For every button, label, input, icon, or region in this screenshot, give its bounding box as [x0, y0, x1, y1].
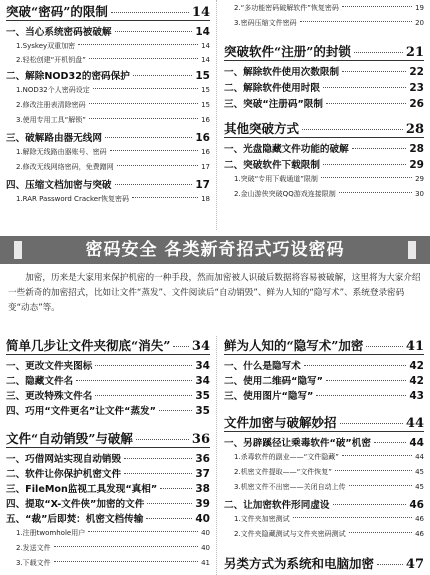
- toc-subsection: 二、解除NOD32的密码保护 15: [6, 70, 210, 82]
- toc-item: 1.Syskey双重加密 14: [16, 42, 210, 50]
- toc-bottom-right: [224, 336, 424, 575]
- toc-item: 3.密码压缩文件密码 20: [234, 19, 424, 27]
- chapter-intro: 加密，历来是大家用来保护机密的一种手段，然而加密被人识破后数据将容易被破解，这里将为大家介绍一些新奇的加密招式，比如让文件“蒸发”、文件阅读后“自动销毁”、鲜为人知的“隐写术”、系统登录密码变“动态”等。: [8, 273, 421, 313]
- toc-subsection: 三、破解路由器无线网 16: [6, 132, 210, 144]
- toc-subsection: 二、软件让你保护机密文件 37: [6, 468, 210, 480]
- toc-item: 3.下载文件 41: [16, 559, 210, 567]
- section-rule: [6, 354, 210, 355]
- toc-item: 2.发送文件 40: [16, 544, 210, 552]
- toc-subsection: 一、光盘隐藏文件功能的破解 28: [224, 143, 424, 155]
- toc-item: 2.修改注册表清除密码 15: [16, 101, 210, 109]
- toc-subsection: 二、让加密软件形同虚设 46: [224, 499, 424, 511]
- toc-section-heading: 文件加密与破解妙招 44: [224, 415, 424, 431]
- toc-subsection: 二、使用二维码“隐写” 42: [224, 375, 424, 387]
- toc-section-heading: 其他突破方式 28: [224, 121, 424, 137]
- toc-subsection: 一、当心系统密码被破解 14: [6, 26, 210, 38]
- toc-subsection: 三、使用图片“隐写” 43: [224, 390, 424, 402]
- section-rule: [224, 137, 424, 138]
- toc-section-heading: 突破“密码”的限制 14: [6, 4, 210, 20]
- toc-subsection: 五、“裁”后即焚：机密文档传输 40: [6, 513, 210, 525]
- toc-item: 2.修改无线网络密码，免费蹭网 17: [16, 163, 210, 171]
- column-divider: [216, 336, 217, 575]
- toc-item: 3.使用专用工具“解锁” 16: [16, 116, 210, 124]
- toc-item: 2.文件夹隐藏测试与文件夹密码测试 46: [234, 530, 424, 538]
- chapter-title: 密码安全 各类新奇招式巧设密码: [85, 240, 345, 260]
- toc-section-heading: 鲜为人知的“隐写术”加密 41: [224, 338, 424, 354]
- toc-top-left: [6, 0, 210, 230]
- toc-section-heading: 另类方式为系统和电脑加密 47: [224, 556, 424, 572]
- toc-item: 2.机密文件提取——“文件恢复” 45: [234, 468, 424, 476]
- toc-subsection: 一、什么是隐写术 42: [224, 360, 424, 372]
- toc-item: 1.突破“专用下载通道”限制 29: [234, 175, 424, 183]
- toc-subsection: 四、压缩文档加密与突破 17: [6, 179, 210, 191]
- toc-item: 3.机密文件不出密——关闭自动上传 45: [234, 483, 424, 491]
- section-rule: [224, 354, 424, 355]
- toc-subsection: 二、解除软件使用时限 23: [224, 82, 424, 94]
- toc-subsection: 一、解除软件使用次数限制 22: [224, 66, 424, 78]
- column-divider: [216, 0, 217, 230]
- toc-item: 1.注册twomhole用户 40: [16, 529, 210, 537]
- section-rule: [6, 447, 210, 448]
- toc-subsection: 三、突破“注册码”限制 26: [224, 98, 424, 110]
- toc-item: 1.文件夹加密测试 46: [234, 515, 424, 523]
- toc-subsection: 二、隐藏文件名 34: [6, 375, 210, 387]
- toc-item: 2.轻松创建“开机钥盘” 14: [16, 56, 210, 64]
- toc-item: 1.RAR Password Cracker恢复密码 18: [16, 195, 210, 203]
- toc-bottom-left: [6, 336, 210, 575]
- toc-subsection: 四、巧用“文件更名”让文件“蒸发” 35: [6, 405, 210, 417]
- toc-section-heading: 文件“自动销毁”与破解 36: [6, 431, 210, 447]
- toc-subsection: 四、提取“X-文件侠”加密的文件 39: [6, 498, 210, 510]
- toc-subsection: 三、更改特殊文件名 35: [6, 390, 210, 402]
- section-rule: [224, 431, 424, 432]
- toc-subsection: 一、另辟蹊径让乘毒软件“破”机密 44: [224, 437, 424, 449]
- toc-item: 1.杀毒软件的副业——“文件隐藏” 44: [234, 453, 424, 461]
- toc-section-heading: 简单几步让文件夹彻底“消失” 34: [6, 338, 210, 354]
- toc-subsection: 二、突破软件下载限制 29: [224, 159, 424, 171]
- toc-item: 2.金山游侠突破QQ游戏连接限制 30: [234, 190, 424, 198]
- section-rule: [6, 20, 210, 21]
- toc-item: 2.“多功能密码破解软件”恢复密码 19: [234, 4, 424, 12]
- toc-subsection: 一、更改文件夹图标 34: [6, 360, 210, 372]
- toc-item: 1.解除无线路由器账号、密码 16: [16, 148, 210, 156]
- toc-section-heading: 突破软件“注册”的封锁 21: [224, 44, 424, 60]
- section-rule: [224, 60, 424, 61]
- toc-subsection: 三、FileMon监视工具发现“真相” 38: [6, 483, 210, 495]
- toc-top-right: [224, 0, 424, 230]
- toc-subsection: 一、巧借网站实现自动销毁 36: [6, 453, 210, 465]
- toc-item: 1.NOD32个人密码设定 15: [16, 86, 210, 94]
